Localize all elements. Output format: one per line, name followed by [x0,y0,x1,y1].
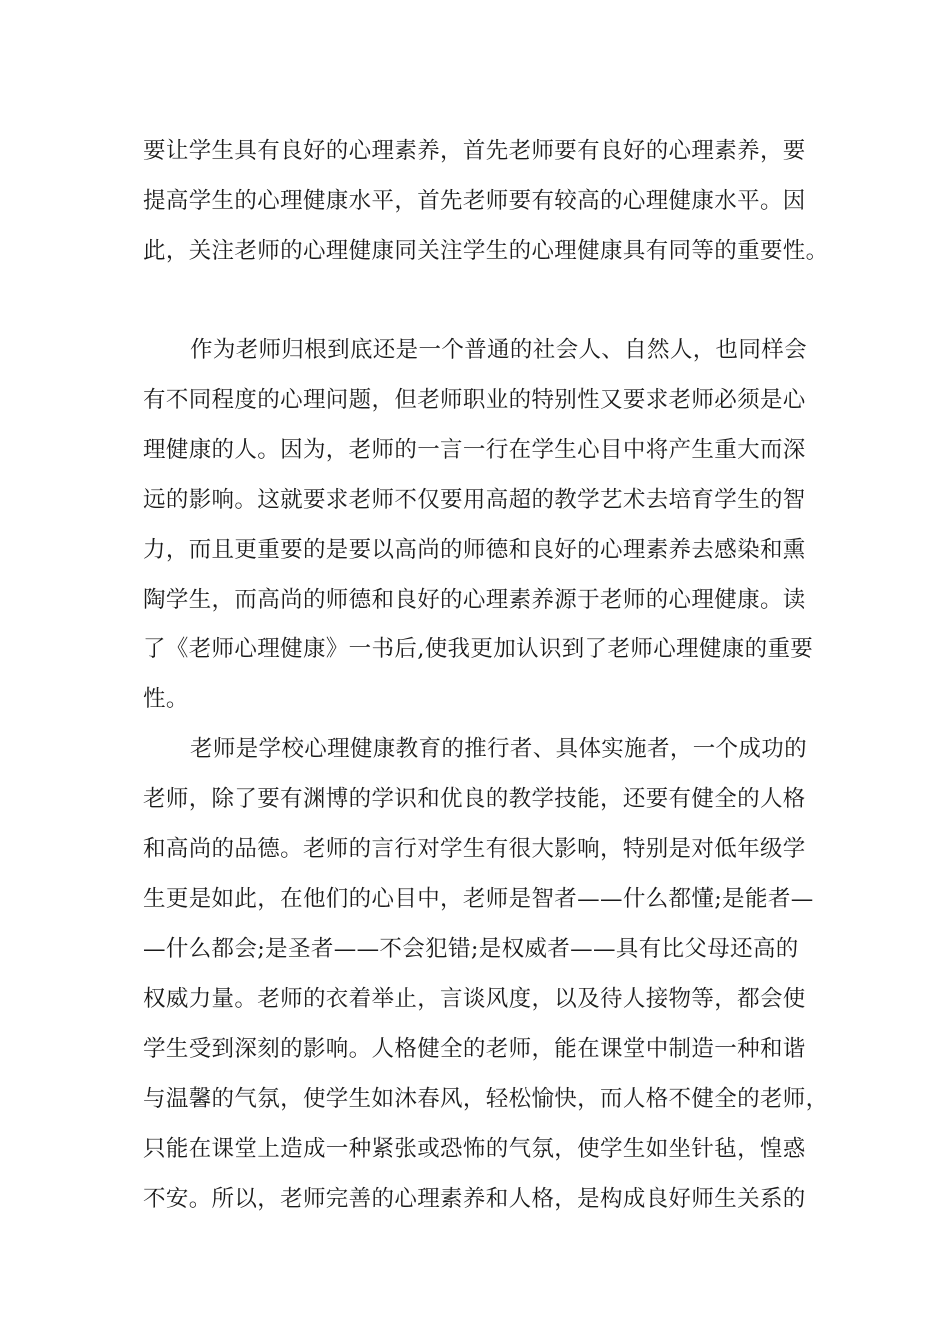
text-line: 了《老师心理健康》一书后,使我更加认识到了老师心理健康的重要 [143,636,814,662]
text-line: 力，而且更重要的是要以高尚的师德和良好的心理素养去感染和熏 [143,537,806,563]
text-line: 与温馨的气氛，使学生如沐春风，轻松愉快，而人格不健全的老师， [143,1086,829,1112]
text-line: 老师，除了要有渊博的学识和优良的教学技能，还要有健全的人格 [143,786,806,812]
text-line: 提高学生的心理健康水平，首先老师要有较高的心理健康水平。因 [143,188,806,214]
text-line: 老师是学校心理健康教育的推行者、具体实施者，一个成功的 [190,736,807,762]
text-line: 只能在课堂上造成一种紧张或恐怖的气氛，使学生如坐针毡，惶惑 [143,1136,806,1162]
text-line: 理健康的人。因为，老师的一言一行在学生心目中将产生重大而深 [143,437,806,463]
text-line: 学生受到深刻的影响。人格健全的老师，能在课堂中制造一种和谐 [143,1036,806,1062]
text-line: 此，关注老师的心理健康同关注学生的心理健康具有同等的重要性。 [143,238,829,264]
text-line: —什么都会;是圣者——不会犯错;是权威者——具有比父母还高的 [143,936,799,962]
text-line: 远的影响。这就要求老师不仅要用高超的教学艺术去培育学生的智 [143,487,806,513]
text-line: 不安。所以，老师完善的心理素养和人格，是构成良好师生关系的 [143,1186,806,1212]
text-line: 和高尚的品德。老师的言行对学生有很大影响，特别是对低年级学 [143,836,806,862]
text-line: 要让学生具有良好的心理素养，首先老师要有良好的心理素养，要 [143,138,806,164]
text-line: 性。 [143,686,189,712]
text-line: 陶学生，而高尚的师德和良好的心理素养源于老师的心理健康。读 [143,587,806,613]
text-line: 有不同程度的心理问题，但老师职业的特别性又要求老师必须是心 [143,387,806,413]
text-line: 生更是如此，在他们的心目中，老师是智者——什么都懂;是能者— [143,886,814,912]
text-line: 权威力量。老师的衣着举止，言谈风度，以及待人接物等，都会使 [143,986,806,1012]
text-line: 作为老师归根到底还是一个普通的社会人、自然人，也同样会 [190,337,807,363]
